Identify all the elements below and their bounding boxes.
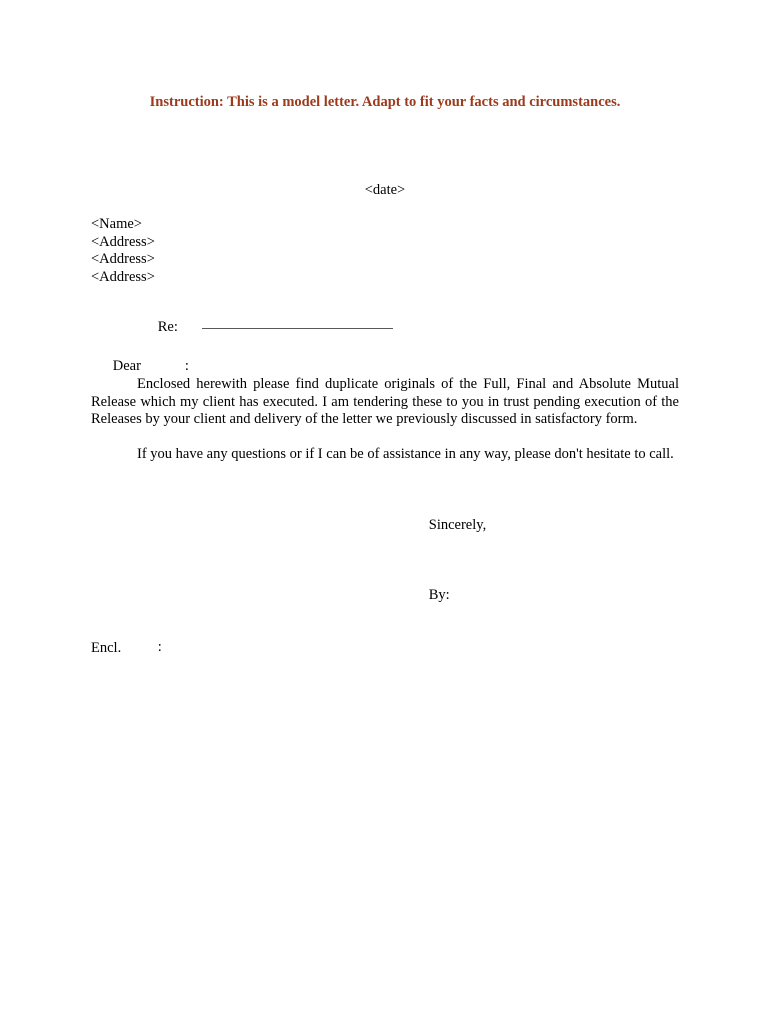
salutation-punctuation: : (184, 358, 189, 374)
body-paragraph-1: Enclosed herewith please find duplicate originals of the Full, Final and Absolute Mutual Release which my client has executed. I am tendering these to you in trust pending execution of the Releases by your client and delivery of the letter we previously discussed in satisfactory form. (91, 376, 679, 428)
closing-text: Sincerely, (428, 517, 487, 533)
recipient-address-line-1: <Address> (91, 233, 155, 250)
recipient-address-line-3: <Address> (91, 268, 155, 285)
closing-line (91, 498, 679, 552)
date-placeholder: <date> (364, 182, 406, 198)
initials-text: : (157, 639, 162, 655)
signature-line (91, 568, 679, 622)
re-label: Re: (157, 319, 178, 335)
recipient-address-block (91, 216, 679, 286)
instruction-note: Instruction: This is a model letter. Adapt to fit your facts and circumstances. (149, 94, 621, 110)
re-value-underline (202, 328, 393, 329)
recipient-address-line-2: <Address> (91, 251, 155, 267)
recipient-name: <Name> (91, 216, 142, 232)
body-paragraph-2: If you have any questions or if I can be of assistance in any way, please don't hesitate to call. (137, 446, 674, 462)
signature-label: By: (428, 587, 450, 603)
enclosure-label: Encl. (91, 640, 122, 656)
salutation-greeting: Dear (112, 358, 141, 374)
